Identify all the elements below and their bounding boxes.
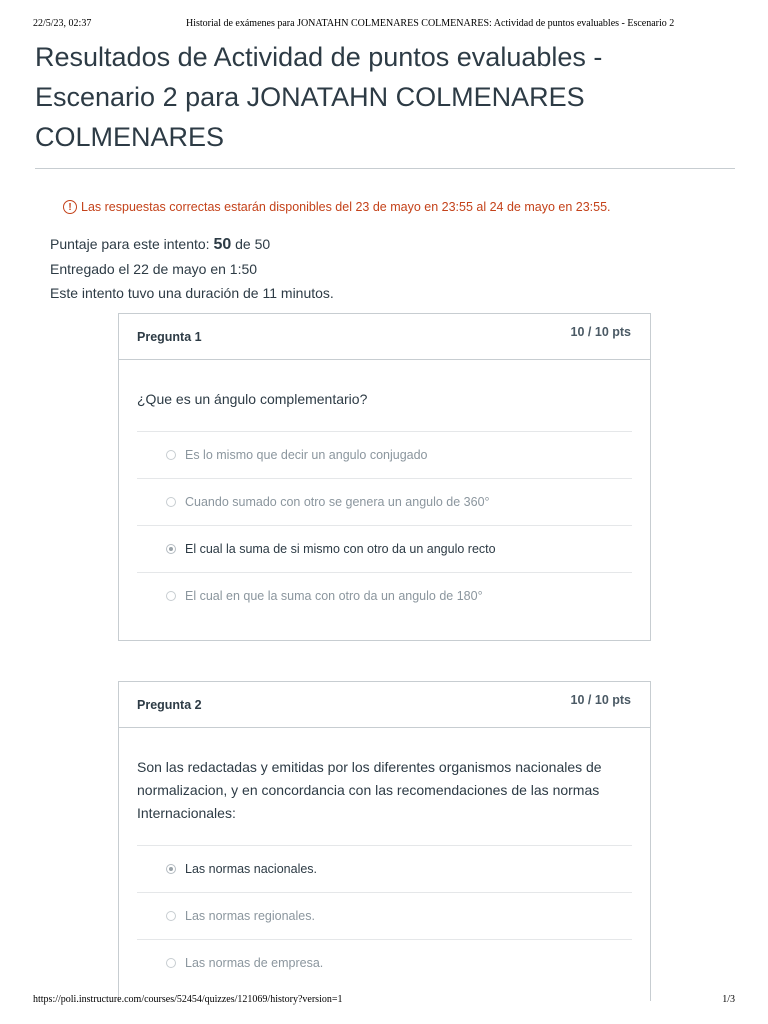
attempt-summary bbox=[50, 232, 334, 305]
answer-label: Es lo mismo que decir un angulo conjugado bbox=[185, 448, 428, 462]
question-card bbox=[118, 313, 651, 641]
answer-label: El cual la suma de si mismo con otro da un angulo recto bbox=[185, 542, 496, 556]
warning-circle-icon: ! bbox=[63, 200, 77, 214]
answer-list bbox=[137, 845, 632, 986]
answer-label: Cuando sumado con otro se genera un angulo de 360° bbox=[185, 495, 490, 509]
print-date: 22/5/23, 02:37 bbox=[33, 18, 92, 29]
radio-button bbox=[166, 958, 176, 968]
score-max: de 50 bbox=[231, 236, 271, 252]
answer-option-selected bbox=[137, 526, 632, 573]
print-document-title: Historial de exámenes para JONATAHN COLMENARES COLMENARES: Actividad de puntos evaluables - Escenario 2 bbox=[186, 18, 675, 29]
answers-availability-notice bbox=[63, 200, 748, 214]
question-title: Pregunta 2 bbox=[137, 698, 202, 712]
page-title: Resultados de Actividad de puntos evaluables - Escenario 2 para JONATAHN COLMENARES COLMENARES bbox=[35, 42, 603, 152]
title-divider bbox=[35, 168, 735, 169]
answer-list bbox=[137, 431, 632, 619]
question-header bbox=[119, 314, 650, 360]
answer-option bbox=[137, 573, 632, 619]
notice-text: Las respuestas correctas estarán disponibles del 23 de mayo en 23:55 al 24 de mayo en 23:55. bbox=[81, 200, 611, 214]
duration-line: Este intento tuvo una duración de 11 minutos. bbox=[50, 285, 334, 301]
answer-option bbox=[137, 479, 632, 526]
answer-label: Las normas nacionales. bbox=[185, 862, 318, 876]
radio-button bbox=[166, 450, 176, 460]
answer-label: Las normas regionales. bbox=[185, 909, 315, 923]
question-points: 10 / 10 pts bbox=[570, 693, 631, 707]
answer-label: El cual en que la suma con otro da un angulo de 180° bbox=[185, 589, 483, 603]
question-points: 10 / 10 pts bbox=[570, 325, 631, 339]
answer-option bbox=[137, 432, 632, 479]
question-card bbox=[118, 681, 651, 1001]
answer-option-selected bbox=[137, 846, 632, 893]
radio-button-selected bbox=[166, 544, 176, 554]
radio-button bbox=[166, 497, 176, 507]
question-text: ¿Que es un ángulo complementario? bbox=[137, 391, 368, 407]
score-value: 50 bbox=[213, 236, 232, 253]
answer-label: Las normas de empresa. bbox=[185, 956, 324, 970]
radio-button-selected bbox=[166, 864, 176, 874]
print-page-number: 1/3 bbox=[722, 994, 735, 1005]
print-footer bbox=[33, 994, 735, 1005]
question-title: Pregunta 1 bbox=[137, 330, 202, 344]
radio-button bbox=[166, 911, 176, 921]
submitted-line: Entregado el 22 de mayo en 1:50 bbox=[50, 261, 258, 277]
question-header bbox=[119, 682, 650, 728]
score-line bbox=[50, 232, 334, 257]
score-label: Puntaje para este intento: bbox=[50, 236, 214, 252]
answer-option bbox=[137, 893, 632, 940]
print-url: https://poli.instructure.com/courses/52454/quizzes/121069/history?version=1 bbox=[33, 994, 343, 1005]
answer-option bbox=[137, 940, 632, 986]
question-text: Son las redactadas y emitidas por los diferentes organismos nacionales de normalizacion, y en concordancia con las recomendaciones de las normas Internacionales: bbox=[137, 759, 602, 821]
radio-button bbox=[166, 591, 176, 601]
